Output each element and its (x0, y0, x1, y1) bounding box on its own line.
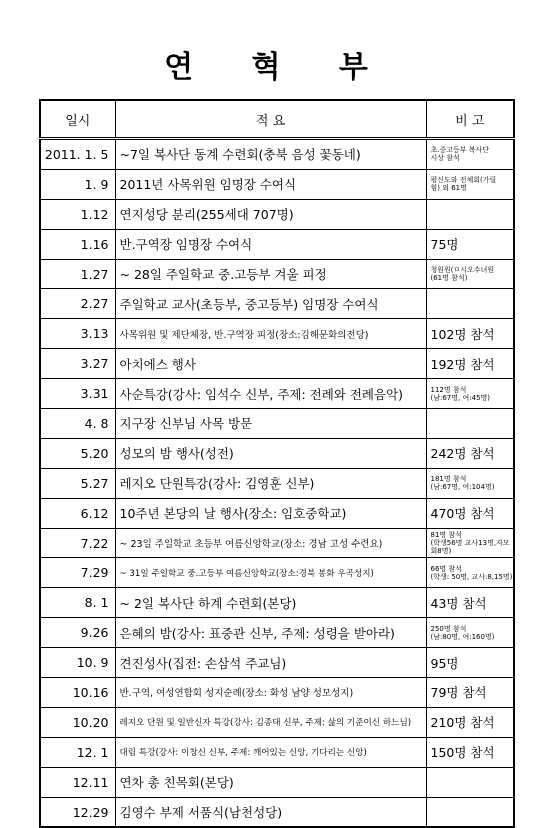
row-date: 10.16 (40, 678, 115, 708)
header-summary: 적 요 (115, 100, 426, 139)
row-note-line: (남:67명, 여:45명) (430, 393, 490, 402)
row-note: 79명 참석 (426, 678, 514, 708)
row-summary: 은혜의 밤(강사: 표중관 신부, 주제: 성령을 받아라) (115, 618, 426, 648)
table-row (40, 438, 514, 468)
table-row (40, 648, 514, 678)
table-row (40, 618, 514, 648)
row-note-line: 초.중고등부 복사단 (430, 146, 490, 155)
row-date: 1.12 (40, 199, 115, 229)
row-note: 210명 참석 (426, 707, 514, 737)
row-note-line: (61명 참석) (430, 274, 468, 282)
row-summary: 대림 특강(강사: 이창신 신부, 주제: 깨어있는 신앙, 기다리는 신앙) (115, 737, 426, 767)
row-note (426, 767, 514, 797)
row-note (426, 618, 514, 648)
table-row (40, 169, 514, 199)
row-note-line: 시상 참석 (430, 154, 460, 163)
row-summary: 연지성당 분리(255세대 707명) (115, 199, 426, 229)
row-summary: 레지오 단원 및 일반신자 특강(강사: 김종태 신부, 주제: 삶의 기준이신 하느님) (115, 707, 426, 737)
page-title: 연 혁 부 (164, 50, 392, 85)
table-row (40, 767, 514, 797)
table-row (40, 139, 514, 170)
row-summary: ~ 2일 복사단 하계 수련회(본당) (115, 588, 426, 618)
row-note-line: 평신도와 전체회(가릴 (430, 176, 497, 185)
row-date: 12. 1 (40, 737, 115, 767)
row-summary: 레지오 단원특강(강사: 김영훈 신부) (115, 468, 426, 498)
table-row (40, 319, 514, 349)
row-summary: 주일학교 교사(초등부, 중고등부) 임명장 수여식 (115, 289, 426, 319)
row-note (426, 139, 514, 170)
table-row (40, 379, 514, 409)
row-summary: 반.구역, 여성연합회 성지순례(장소: 화성 남양 성모성지) (115, 678, 426, 708)
row-note: 75명 (426, 229, 514, 259)
row-note (426, 797, 514, 827)
row-note (426, 379, 514, 409)
table-row (40, 588, 514, 618)
row-note-line: (학생: 50명, 교사:8,15명) (430, 572, 513, 581)
row-note (426, 468, 514, 498)
row-summary: 아치에스 행사 (115, 349, 426, 379)
row-date: 6.12 (40, 498, 115, 528)
row-date: 5.20 (40, 438, 115, 468)
row-note (426, 409, 514, 439)
row-note: 102명 참석 (426, 319, 514, 349)
table-row (40, 678, 514, 708)
row-note-line: 66명 참석 (430, 564, 462, 573)
table-row (40, 409, 514, 439)
row-summary: 10주년 본당의 날 행사(장소: 임호중학교) (115, 498, 426, 528)
row-summary: ~ 31일 주일학교 중.고등부 여름신앙학교(장소:경북 봉화 우곡성지) (115, 558, 426, 588)
table-row (40, 349, 514, 379)
row-note-line: 181명 참석 (430, 475, 467, 484)
row-summary: 연차 총 친목회(본당) (115, 767, 426, 797)
row-date: 12.11 (40, 767, 115, 797)
row-note-line: (학생56명 교사13명,자모회8명) (430, 539, 510, 556)
row-date: 3.27 (40, 349, 115, 379)
row-note (426, 199, 514, 229)
row-summary: 사목위원 및 제단체장, 반.구역장 피정(장소:김해문화의전당) (115, 319, 426, 349)
table-row (40, 259, 514, 289)
row-note: 95명 (426, 648, 514, 678)
row-summary: ~7일 복사단 동계 수련회(충북 음성 꽃동네) (115, 139, 426, 170)
row-date: 4. 8 (40, 409, 115, 439)
table-header-row (40, 100, 514, 139)
row-date: 3.31 (40, 379, 115, 409)
table-row (40, 498, 514, 528)
row-summary: 2011년 사목위원 임명장 수여식 (115, 169, 426, 199)
row-note (426, 259, 514, 289)
row-note-line: 힘) 외 61명 (430, 184, 467, 193)
row-summary: ~ 23일 주일학교 초등부 여름신앙학교(장소: 경남 고성 수련요) (115, 528, 426, 558)
row-summary: 성모의 밤 행사(성전) (115, 438, 426, 468)
table-row (40, 558, 514, 588)
chronology-table (39, 99, 515, 828)
row-note-line: 250명 참석 (430, 624, 467, 633)
row-note-line: (남:80명, 여:160명) (430, 632, 495, 641)
row-note (426, 169, 514, 199)
row-summary: 반.구역장 임명장 수여식 (115, 229, 426, 259)
header-date: 일시 (40, 100, 115, 139)
row-date: 2.27 (40, 289, 115, 319)
row-date: 5.27 (40, 468, 115, 498)
row-summary: ~ 28일 주일학교 중.고등부 겨울 피정 (115, 259, 426, 289)
table-row (40, 229, 514, 259)
table-row (40, 528, 514, 558)
row-note (426, 528, 514, 558)
row-date: 8. 1 (40, 588, 115, 618)
row-date: 1.27 (40, 259, 115, 289)
row-note-line: 청원원(ㅁ시오수녀원 (430, 266, 495, 274)
row-summary: 지구장 신부님 사목 방문 (115, 409, 426, 439)
row-note-line: (남:67명, 여:104명) (430, 483, 495, 492)
row-note: 470명 참석 (426, 498, 514, 528)
row-summary: 김영수 부제 서품식(남천성당) (115, 797, 426, 827)
row-date: 2011. 1. 5 (40, 139, 115, 170)
row-note (426, 289, 514, 319)
row-date: 10. 9 (40, 648, 115, 678)
row-date: 7.22 (40, 528, 115, 558)
row-summary: 견진성사(집전: 손삼석 주교님) (115, 648, 426, 678)
row-note: 150명 참석 (426, 737, 514, 767)
table-row (40, 797, 514, 827)
table-row (40, 707, 514, 737)
table-row (40, 199, 514, 229)
row-note: 43명 참석 (426, 588, 514, 618)
row-date: 12.29 (40, 797, 115, 827)
row-note-line: 112명 참석 (430, 385, 467, 394)
row-note: 192명 참석 (426, 349, 514, 379)
table-row (40, 737, 514, 767)
row-note-line: 81명 참석 (430, 531, 462, 540)
row-date: 7.29 (40, 558, 115, 588)
table-row (40, 289, 514, 319)
row-date: 10.20 (40, 707, 115, 737)
row-note: 242명 참석 (426, 438, 514, 468)
row-date: 1. 9 (40, 169, 115, 199)
row-summary: 사순특강(강사: 임석수 신부, 주제: 전례와 전례음악) (115, 379, 426, 409)
row-date: 9.26 (40, 618, 115, 648)
row-note (426, 558, 514, 588)
row-date: 3.13 (40, 319, 115, 349)
table-row (40, 468, 514, 498)
header-note: 비 고 (426, 100, 514, 139)
row-date: 1.16 (40, 229, 115, 259)
